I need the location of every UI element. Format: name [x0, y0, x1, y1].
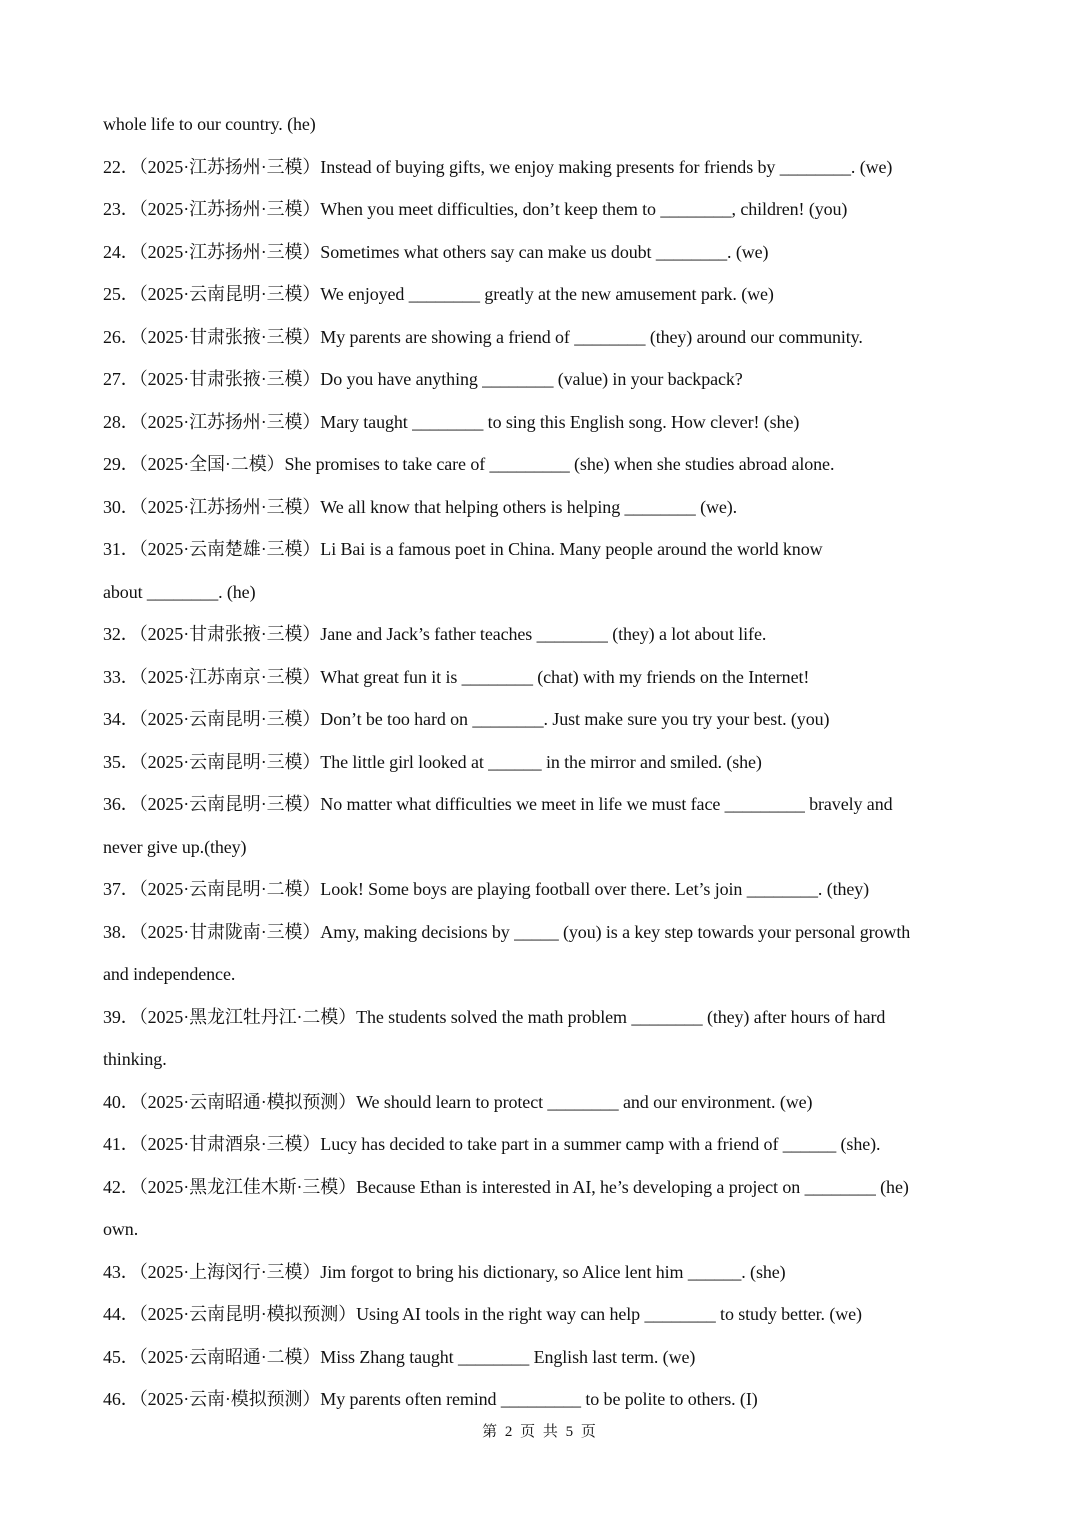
- question-text: My parents often remind _________ to be polite to others. (I): [320, 1389, 758, 1409]
- question-source: （2025·江苏扬州·三模）: [138, 241, 321, 262]
- question-text: We all know that helping others is helping ________ (we).: [320, 496, 738, 517]
- question-line: [103, 663, 983, 706]
- question-text: Because Ethan is interested in AI, he’s developing a project on ________ (he): [356, 1176, 909, 1197]
- question-text: Lucy has decided to take part in a summer camp with a friend of ______ (she).: [320, 1134, 881, 1154]
- question-line: [103, 960, 983, 1003]
- question-source: （2025·云南楚雄·三模）: [138, 539, 321, 559]
- question-text: My parents are showing a friend of ________ (they) around our community.: [320, 326, 863, 347]
- question-number: 26．: [103, 326, 139, 347]
- question-number: 24．: [103, 241, 139, 262]
- question-text: Amy, making decisions by _____ (you) is a key step towards your personal growth: [320, 921, 911, 942]
- question-line: [103, 280, 983, 323]
- question-source: （2025·云南昆明·三模）: [138, 794, 321, 814]
- question-line: [103, 1173, 983, 1216]
- question-line: [103, 1300, 983, 1343]
- question-line: [103, 195, 983, 238]
- question-source: （2025·云南昭通·二模）: [138, 1346, 321, 1367]
- question-line: [103, 535, 983, 578]
- question-text: and independence.: [103, 964, 236, 984]
- question-line: [103, 1343, 983, 1386]
- question-source: （2025·云南昆明·三模）: [138, 709, 321, 729]
- question-line: [103, 365, 983, 408]
- question-line: [103, 110, 983, 153]
- question-source: （2025·云南昆明·三模）: [138, 284, 321, 304]
- question-number: 31．: [103, 539, 139, 559]
- question-source: （2025·江苏扬州·三模）: [138, 156, 321, 177]
- question-line: [103, 493, 983, 536]
- question-source: （2025·云南昆明·模拟预测）: [138, 1304, 357, 1324]
- question-number: 29．: [103, 454, 139, 474]
- question-source: （2025·云南昆明·三模）: [138, 751, 321, 772]
- question-line: [103, 790, 983, 833]
- question-text: whole life to our country. (he): [103, 114, 316, 134]
- question-source: （2025·全国·二模）: [138, 454, 285, 474]
- question-text: Miss Zhang taught ________ English last term. (we): [320, 1346, 696, 1367]
- question-number: 40．: [103, 1091, 139, 1112]
- question-text: Look! Some boys are playing football over there. Let’s join ________. (they): [320, 879, 870, 899]
- question-text: Mary taught ________ to sing this English song. How clever! (she): [320, 411, 800, 432]
- question-source: （2025·甘肃张掖·三模）: [138, 326, 321, 347]
- question-text: What great fun it is ________ (chat) with my friends on the Internet!: [320, 666, 810, 687]
- question-number: 34．: [103, 709, 139, 729]
- question-text: Li Bai is a famous poet in China. Many people around the world know: [320, 539, 823, 559]
- question-number: 41．: [103, 1134, 139, 1154]
- question-line: [103, 833, 983, 876]
- question-line: [103, 875, 983, 918]
- question-line: [103, 1003, 983, 1046]
- question-text: Sometimes what others say can make us doubt ________. (we): [320, 241, 769, 262]
- question-text: Instead of buying gifts, we enjoy making presents for friends by ________. (we): [320, 156, 893, 177]
- question-text: about ________. (he): [103, 581, 256, 602]
- question-number: 27．: [103, 369, 139, 389]
- question-text: No matter what difficulties we meet in life we must face _________ bravely and: [320, 794, 893, 814]
- question-source: （2025·云南·模拟预测）: [138, 1389, 321, 1409]
- question-text: We enjoyed ________ greatly at the new amusement park. (we): [320, 284, 774, 304]
- question-text: The little girl looked at ______ in the mirror and smiled. (she): [320, 751, 762, 772]
- question-number: 33．: [103, 666, 139, 687]
- question-number: 32．: [103, 624, 139, 644]
- question-source: （2025·甘肃张掖·三模）: [138, 369, 321, 389]
- question-number: 22．: [103, 156, 139, 177]
- question-source: （2025·上海闵行·三模）: [138, 1261, 321, 1282]
- question-source: （2025·江苏南京·三模）: [138, 666, 321, 687]
- question-text: Jane and Jack’s father teaches ________ (they) a lot about life.: [320, 624, 767, 644]
- question-source: （2025·江苏扬州·三模）: [138, 411, 321, 432]
- question-text: She promises to take care of _________ (she) when she studies abroad alone.: [284, 454, 835, 474]
- question-line: [103, 918, 983, 961]
- question-line: [103, 1215, 983, 1258]
- question-line: [103, 450, 983, 493]
- question-list: [103, 110, 983, 1428]
- question-line: [103, 1258, 983, 1301]
- question-text: own.: [103, 1219, 139, 1239]
- question-text: never give up.(they): [103, 836, 247, 857]
- question-source: （2025·甘肃酒泉·三模）: [138, 1134, 321, 1154]
- question-number: 42．: [103, 1176, 139, 1197]
- question-line: [103, 1130, 983, 1173]
- question-number: 25．: [103, 284, 139, 304]
- question-text: The students solved the math problem ________ (they) after hours of hard: [356, 1006, 886, 1027]
- question-number: 37．: [103, 879, 139, 899]
- question-line: [103, 705, 983, 748]
- question-line: [103, 578, 983, 621]
- question-source: （2025·江苏扬州·三模）: [138, 496, 321, 517]
- question-text: We should learn to protect ________ and our environment. (we): [356, 1091, 813, 1112]
- question-number: 38．: [103, 921, 139, 942]
- question-source: （2025·云南昆明·二模）: [138, 879, 321, 899]
- question-number: 44．: [103, 1304, 139, 1324]
- question-number: 23．: [103, 199, 139, 219]
- question-line: [103, 323, 983, 366]
- question-source: （2025·甘肃张掖·三模）: [138, 624, 321, 644]
- page-footer: 第 2 页 共 5 页: [482, 1424, 598, 1440]
- question-text: thinking.: [103, 1049, 167, 1069]
- question-line: [103, 620, 983, 663]
- question-number: 39．: [103, 1006, 139, 1027]
- question-source: （2025·云南昭通·模拟预测）: [138, 1091, 357, 1112]
- question-text: Using AI tools in the right way can help ________ to study better. (we): [356, 1304, 862, 1324]
- question-source: （2025·黑龙江牡丹江·二模）: [138, 1006, 357, 1027]
- question-number: 45．: [103, 1346, 139, 1367]
- question-text: Don’t be too hard on ________. Just make sure you try your best. (you): [320, 709, 830, 729]
- question-source: （2025·甘肃陇南·三模）: [138, 921, 321, 942]
- question-number: 35．: [103, 751, 139, 772]
- question-source: （2025·黑龙江佳木斯·三模）: [138, 1176, 357, 1197]
- question-number: 30．: [103, 496, 139, 517]
- question-line: [103, 1045, 983, 1088]
- question-number: 46．: [103, 1389, 139, 1409]
- question-line: [103, 748, 983, 791]
- question-text: When you meet difficulties, don’t keep them to ________, children! (you): [320, 199, 848, 219]
- question-text: Do you have anything ________ (value) in your backpack?: [320, 369, 743, 389]
- question-number: 36．: [103, 794, 139, 814]
- question-line: [103, 1088, 983, 1131]
- question-number: 43．: [103, 1261, 139, 1282]
- question-line: [103, 153, 983, 196]
- question-number: 28．: [103, 411, 139, 432]
- question-line: [103, 238, 983, 281]
- question-text: Jim forgot to bring his dictionary, so Alice lent him ______. (she): [320, 1261, 786, 1282]
- question-line: [103, 408, 983, 451]
- question-source: （2025·江苏扬州·三模）: [138, 199, 321, 219]
